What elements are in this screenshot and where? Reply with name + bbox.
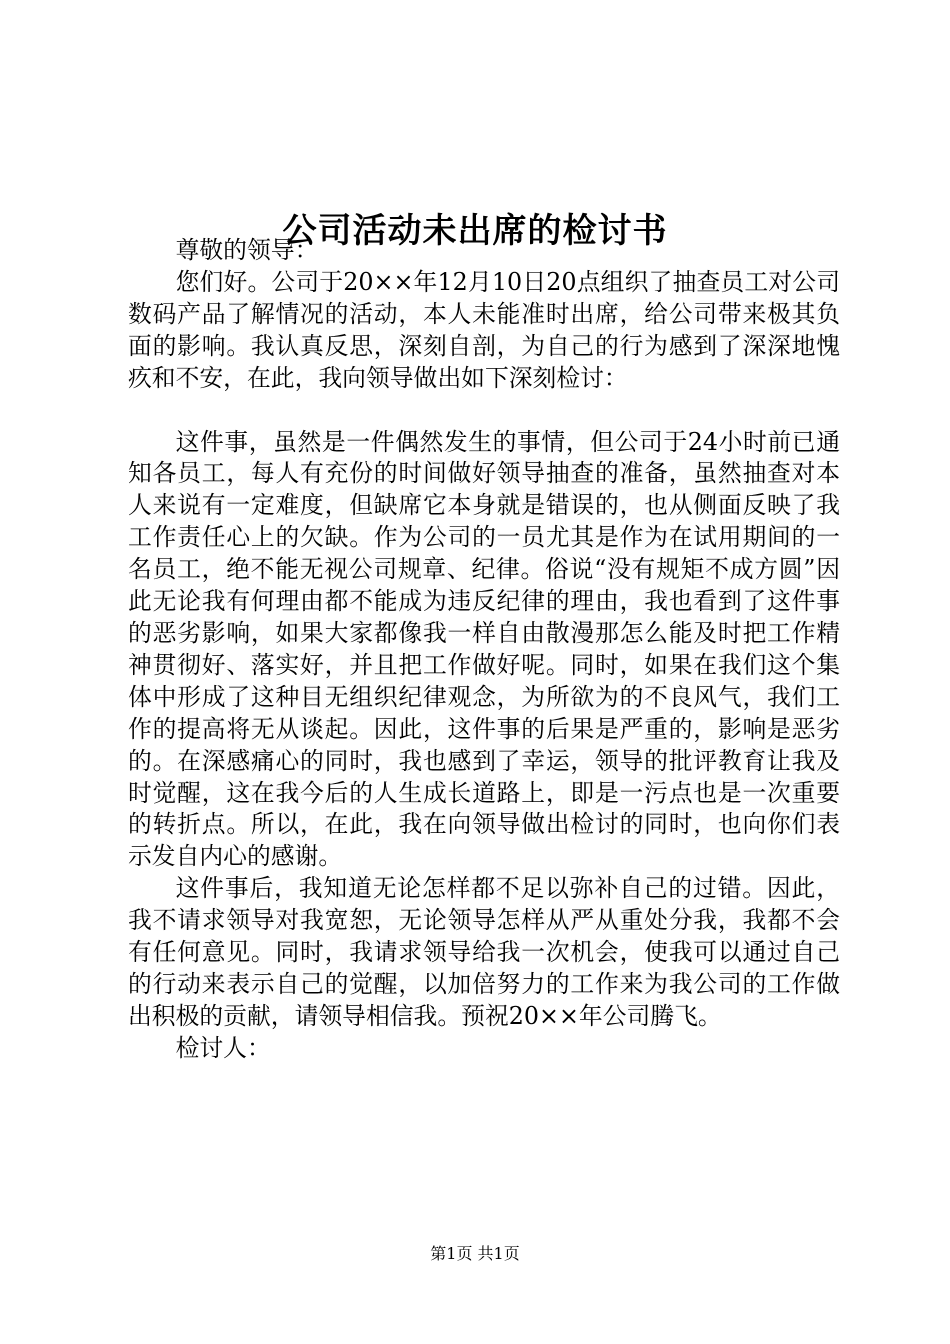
page-footer: 第1页 共1页 <box>430 1244 520 1263</box>
paragraph-commitment: 这件事后，我知道无论怎样都不足以弥补自己的过错。因此，我不请求领导对我宽恕，无论领导怎样从严从重处分我，我都不会有任何意见。同时，我请求领导给我一次机会，使我可以通过自己的行动来表示自己的觉醒，以加倍努力的工作来为我公司的工作做出积极的贡献，请领导相信我。预祝20××年公司腾飞。 <box>128 874 840 1030</box>
document-title: 公司活动未出席的检讨书 <box>282 210 668 251</box>
document-body <box>128 235 840 1065</box>
signature-line: 检讨人： <box>175 1033 271 1062</box>
paragraph-reflection: 这件事，虽然是一件偶然发生的事情，但公司于24小时前已通知各员工，每人有充份的时间做好领导抽查的准备，虽然抽查对本人来说有一定难度，但缺席它本身就是错误的，也从侧面反映了我工作责任心上的欠缺。作为公司的一员尤其是作为在试用期间的一名员工，绝不能无视公司规章、纪律。俗说“没有规矩不成方圆”因此无论我有何理由都不能成为违反纪律的理由，我也看到了这件事的恶劣影响，如果大家都像我一样自由散漫那怎么能及时把工作精神贯彻好、落实好，并且把工作做好呢。同时，如果在我们这个集体中形成了这种目无组织纪律观念，为所欲为的不良风气，我们工作的提高将无从谈起。因此，这件事的后果是严重的，影响是恶劣的。在深感痛心的同时，我也感到了幸运，领导的批评教育让我及时觉醒，这在我今后的人生成长道路上，即是一污点也是一次重要的转折点。所以，在此，我在向领导做出检讨的同时，也向你们表示发自内心的感谢。 <box>128 427 840 871</box>
salutation: 尊敬的领导： <box>175 236 319 264</box>
paragraph-intro: 您们好。公司于20××年12月10日20点组织了抽查员工对公司数码产品了解情况的活动，本人未能准时出席，给公司带来极其负面的影响。我认真反思，深刻自剖，为自己的行为感到了深深地愧疚和不安，在此，我向领导做出如下深刻检讨： <box>128 267 840 392</box>
paragraph-spacer <box>128 395 840 427</box>
